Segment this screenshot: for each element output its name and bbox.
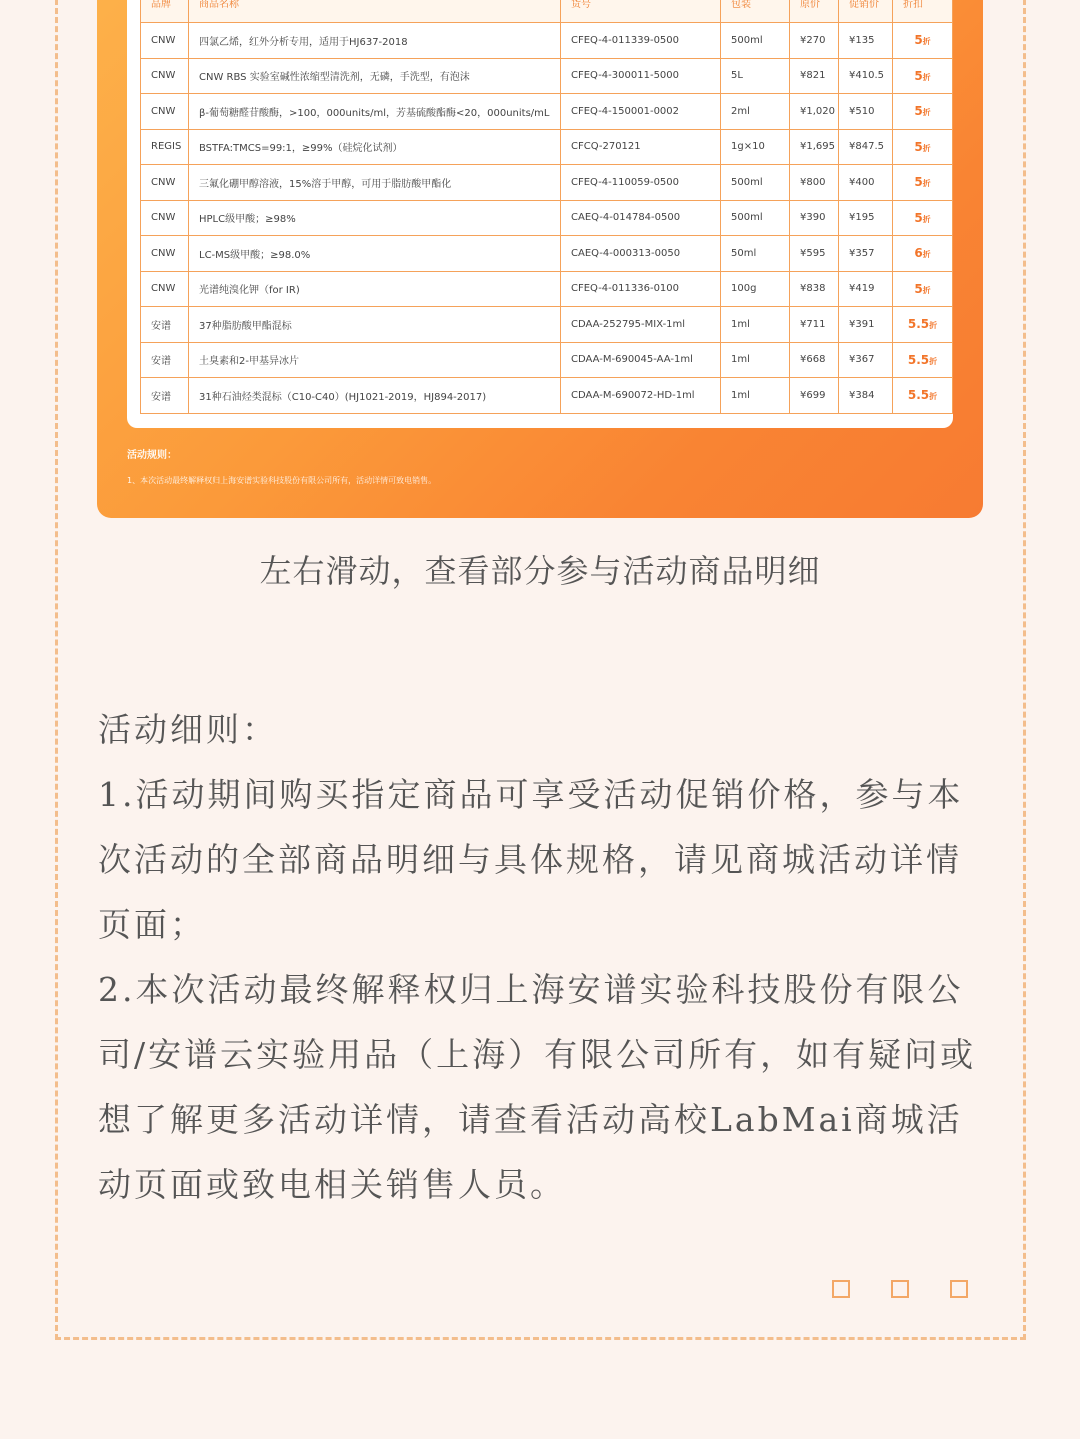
table-row <box>141 271 953 307</box>
cell-pack: 2ml <box>721 94 790 130</box>
decorative-squares <box>832 1280 968 1298</box>
cell-discount <box>893 165 953 201</box>
cell-sku: CFEQ-4-011336-0100 <box>561 271 721 307</box>
table-row <box>141 378 953 414</box>
cell-pack: 1ml <box>721 378 790 414</box>
cell-discount <box>893 58 953 94</box>
cell-pack: 1ml <box>721 342 790 378</box>
cell-brand: 安谱 <box>141 342 189 378</box>
cell-name: CNW RBS 实验室碱性浓缩型清洗剂，无磷，手洗型，有泡沫 <box>189 58 561 94</box>
cell-promo: ¥419 <box>839 271 893 307</box>
cell-price: ¥711 <box>790 307 839 343</box>
cell-name: β-葡萄糖醛苷酸酶，>100，000units/ml，芳基硫酸酯酶<20，000units/mL <box>189 94 561 130</box>
rules-text: 1、本次活动最终解释权归上海安谱实验科技股份有限公司所有，活动详情可致电销售。 <box>127 476 437 485</box>
cell-sku: CFCQ-270121 <box>561 129 721 165</box>
cell-price: ¥1,695 <box>790 129 839 165</box>
discount-unit: 折 <box>922 285 931 295</box>
details-title: 活动细则： <box>98 710 278 749</box>
cell-pack: 1ml <box>721 307 790 343</box>
square-icon <box>832 1280 850 1298</box>
cell-price: ¥668 <box>790 342 839 378</box>
cell-name: 三氟化硼甲醇溶液，15%溶于甲醇，可用于脂肪酸甲酯化 <box>189 165 561 201</box>
header-brand: 品牌 <box>141 0 189 23</box>
table-row <box>141 58 953 94</box>
cell-pack: 5L <box>721 58 790 94</box>
cell-pack: 500ml <box>721 23 790 59</box>
cell-sku: CDAA-M-690072-HD-1ml <box>561 378 721 414</box>
cell-promo: ¥847.5 <box>839 129 893 165</box>
cell-brand: CNW <box>141 271 189 307</box>
cell-sku: CFEQ-4-011339-0500 <box>561 23 721 59</box>
cell-brand: CNW <box>141 200 189 236</box>
discount-value: 5.5 <box>907 352 930 367</box>
activity-rules <box>127 446 436 486</box>
cell-sku: CFEQ-4-110059-0500 <box>561 165 721 201</box>
header-promo: 促销价 <box>839 0 893 23</box>
cell-discount <box>893 342 953 378</box>
cell-brand: REGIS <box>141 129 189 165</box>
cell-price: ¥838 <box>790 271 839 307</box>
rules-title: 活动规则： <box>127 450 177 461</box>
cell-brand: CNW <box>141 58 189 94</box>
discount-unit: 折 <box>929 356 938 366</box>
discount-value: 5 <box>914 210 923 225</box>
header-price: 原价 <box>790 0 839 23</box>
cell-name: BSTFA:TMCS=99:1，≥99%（硅烷化试剂） <box>189 129 561 165</box>
cell-discount <box>893 236 953 272</box>
cell-name: 光谱纯溴化钾（for IR) <box>189 271 561 307</box>
discount-unit: 折 <box>922 250 931 260</box>
details-item-2: 2.本次活动最终解释权归上海安谱实验科技股份有限公司/安谱云实验用品（上海）有限公司所有，如有疑问或想了解更多活动详情，请查看活动高校LabMai商城活动页面或致电相关销售人员。 <box>98 970 977 1204</box>
cell-pack: 1g×10 <box>721 129 790 165</box>
swipe-caption: 左右滑动，查看部分参与活动商品明细 <box>259 552 821 590</box>
discount-value: 6 <box>914 246 923 261</box>
discount-value: 5 <box>914 33 923 48</box>
cell-price: ¥821 <box>790 58 839 94</box>
cell-price: ¥699 <box>790 378 839 414</box>
discount-unit: 折 <box>922 143 931 153</box>
table-row <box>141 342 953 378</box>
cell-name: 土臭素和2-甲基异冰片 <box>189 342 561 378</box>
header-discount: 折扣 <box>893 0 953 23</box>
cell-price: ¥270 <box>790 23 839 59</box>
discount-unit: 折 <box>922 37 931 47</box>
cell-price: ¥800 <box>790 165 839 201</box>
cell-pack: 500ml <box>721 200 790 236</box>
header-pack: 包装 <box>721 0 790 23</box>
discount-unit: 折 <box>922 108 931 118</box>
cell-discount <box>893 378 953 414</box>
cell-name: 四氯乙烯，红外分析专用，适用于HJ637-2018 <box>189 23 561 59</box>
discount-value: 5.5 <box>907 317 930 332</box>
cell-promo: ¥400 <box>839 165 893 201</box>
discount-unit: 折 <box>929 321 938 331</box>
cell-name: 37种脂肪酸甲酯混标 <box>189 307 561 343</box>
cell-sku: CFEQ-4-300011-5000 <box>561 58 721 94</box>
cell-name: LC-MS级甲酸；≥98.0% <box>189 236 561 272</box>
cell-price: ¥595 <box>790 236 839 272</box>
cell-name: HPLC级甲酸；≥98% <box>189 200 561 236</box>
cell-brand: 安谱 <box>141 307 189 343</box>
cell-name: 31种石油烃类混标（C10-C40）(HJ1021-2019，HJ894-2017) <box>189 378 561 414</box>
discount-unit: 折 <box>922 179 931 189</box>
table-row <box>141 307 953 343</box>
discount-value: 5 <box>914 175 923 190</box>
discount-value: 5 <box>914 139 923 154</box>
cell-sku: CDAA-M-690045-AA-1ml <box>561 342 721 378</box>
cell-discount <box>893 271 953 307</box>
cell-brand: CNW <box>141 94 189 130</box>
cell-brand: CNW <box>141 165 189 201</box>
cell-sku: CFEQ-4-150001-0002 <box>561 94 721 130</box>
header-name: 商品名称 <box>189 0 561 23</box>
discount-unit: 折 <box>929 392 938 402</box>
table-row <box>141 236 953 272</box>
table-header-row <box>141 0 953 23</box>
table-row <box>141 94 953 130</box>
cell-promo: ¥195 <box>839 200 893 236</box>
header-sku: 货号 <box>561 0 721 23</box>
cell-pack: 50ml <box>721 236 790 272</box>
table-row <box>141 23 953 59</box>
cell-discount <box>893 129 953 165</box>
cell-sku: CAEQ-4-014784-0500 <box>561 200 721 236</box>
cell-price: ¥390 <box>790 200 839 236</box>
cell-promo: ¥384 <box>839 378 893 414</box>
square-icon <box>950 1280 968 1298</box>
cell-promo: ¥135 <box>839 23 893 59</box>
cell-promo: ¥391 <box>839 307 893 343</box>
square-icon <box>891 1280 909 1298</box>
details-item-1: 1.活动期间购买指定商品可享受活动促销价格，参与本次活动的全部商品明细与具体规格，请见商城活动详情页面； <box>98 775 964 944</box>
table-row <box>141 129 953 165</box>
cell-discount <box>893 23 953 59</box>
cell-promo: ¥367 <box>839 342 893 378</box>
activity-details <box>98 697 984 1217</box>
cell-promo: ¥510 <box>839 94 893 130</box>
product-table-scroll[interactable] <box>127 0 953 428</box>
cell-brand: CNW <box>141 236 189 272</box>
cell-discount <box>893 307 953 343</box>
discount-unit: 折 <box>922 214 931 224</box>
discount-value: 5.5 <box>907 388 930 403</box>
discount-value: 5 <box>914 104 923 119</box>
cell-brand: 安谱 <box>141 378 189 414</box>
cell-promo: ¥410.5 <box>839 58 893 94</box>
cell-sku: CAEQ-4-000313-0050 <box>561 236 721 272</box>
product-table <box>140 0 953 414</box>
cell-pack: 500ml <box>721 165 790 201</box>
cell-sku: CDAA-252795-MIX-1ml <box>561 307 721 343</box>
discount-unit: 折 <box>922 72 931 82</box>
cell-promo: ¥357 <box>839 236 893 272</box>
cell-pack: 100g <box>721 271 790 307</box>
table-row <box>141 200 953 236</box>
cell-price: ¥1,020 <box>790 94 839 130</box>
discount-value: 5 <box>914 281 923 296</box>
cell-discount <box>893 94 953 130</box>
table-row <box>141 165 953 201</box>
cell-brand: CNW <box>141 23 189 59</box>
discount-value: 5 <box>914 68 923 83</box>
cell-discount <box>893 200 953 236</box>
